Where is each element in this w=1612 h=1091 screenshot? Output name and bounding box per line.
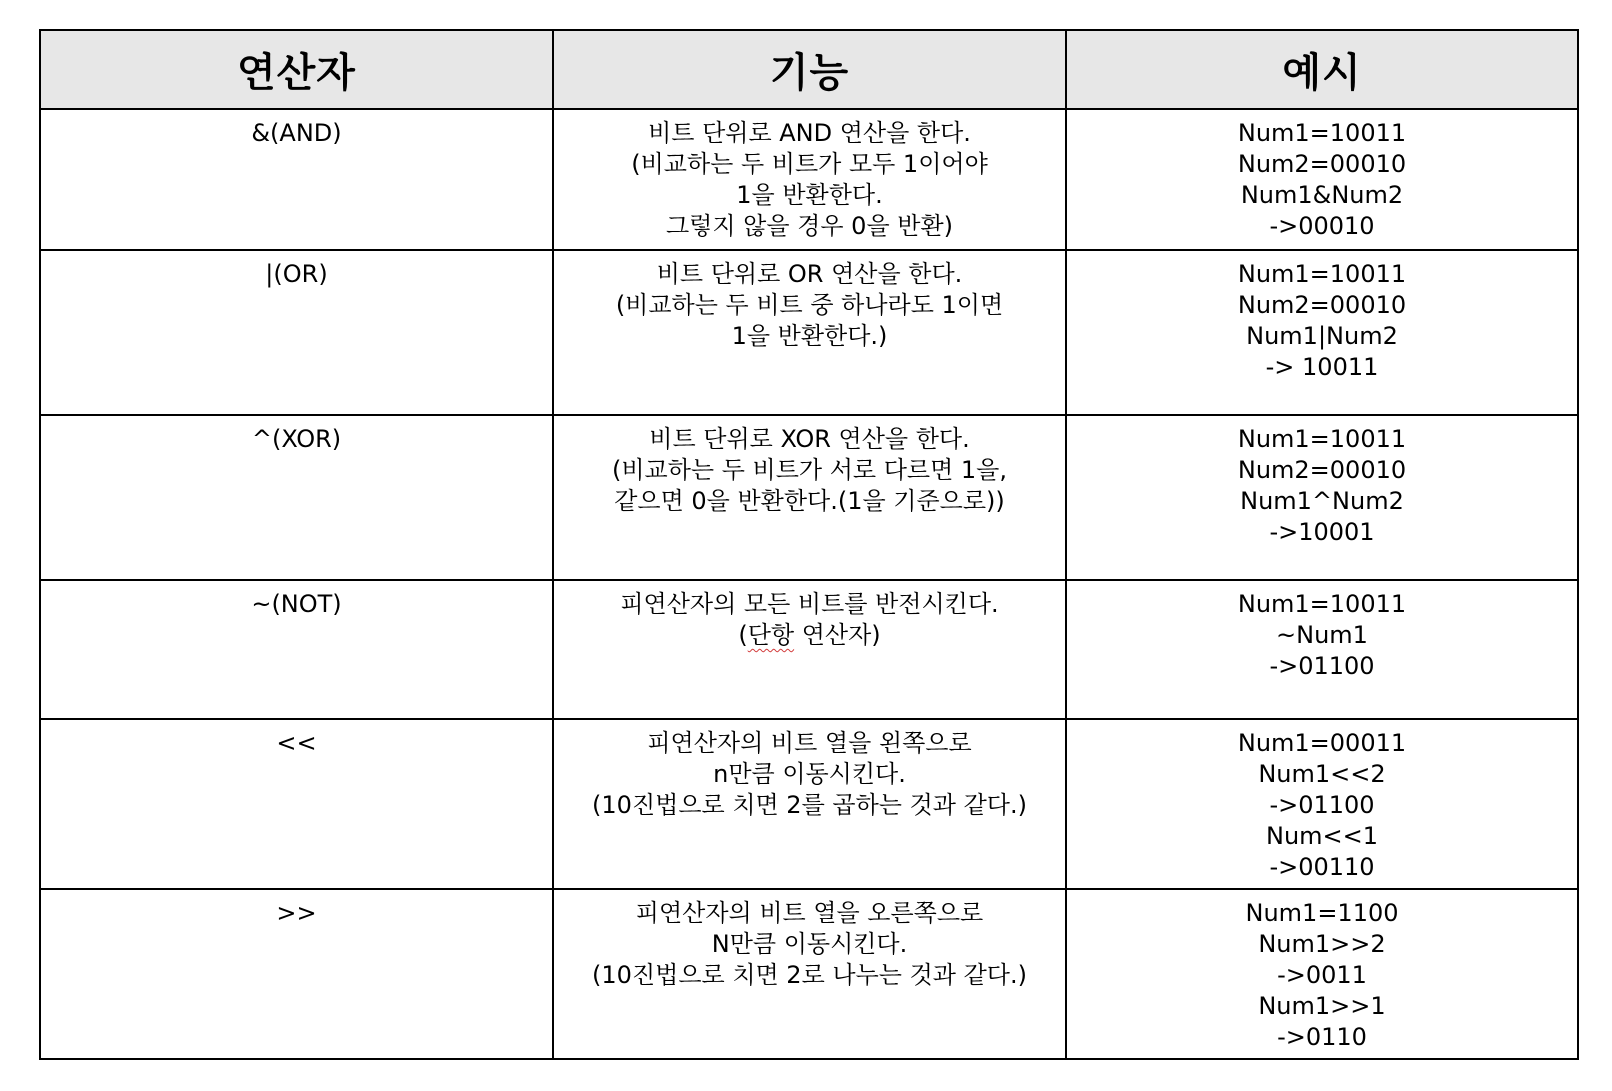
table-row-and [40,109,1578,250]
example-text: Num1=10011 ~Num1 ->01100 [1237,590,1407,680]
example-text: Num1=1100 Num1>>2 ->0011 Num1>>1 ->0110 [1245,899,1399,1051]
function-cell [553,719,1066,889]
example-cell [1066,889,1578,1059]
table-row-right-shift [40,889,1578,1059]
function-cell [553,415,1066,580]
example-cell [1066,250,1578,415]
table-row-or [40,250,1578,415]
table-row-left-shift [40,719,1578,889]
function-text: 비트 단위로 XOR 연산을 한다. (비교하는 두 비트가 서로 다르면 1을, 같으면 0을 반환한다.(1을 기준으로)) [612,425,1007,515]
header-row [40,30,1578,109]
operator-cell [40,889,553,1059]
operator-cell [40,580,553,719]
example-cell [1066,719,1578,889]
table-header [40,30,1578,109]
operator-text: |(OR) [265,260,328,288]
example-cell [1066,109,1578,250]
header-function: 기능 [553,30,1066,109]
operator-cell [40,250,553,415]
example-cell [1066,580,1578,719]
function-text: 비트 단위로 AND 연산을 한다. (비교하는 두 비트가 모두 1이어야 1을 반환한다. 그렇지 않을 경우 0을 반환) [631,119,988,240]
table-row-not [40,580,1578,719]
example-text: Num1=10011 Num2=00010 Num1^Num2 ->10001 [1237,425,1407,546]
operator-text: ~(NOT) [251,590,342,618]
function-text: 피연산자의 비트 열을 왼쪽으로 n만큼 이동시킨다. (10진법으로 치면 2를 곱하는 것과 같다.) [592,729,1027,819]
operator-text: &(AND) [251,119,342,147]
table-row-xor [40,415,1578,580]
operator-cell [40,415,553,580]
function-cell [553,580,1066,719]
function-cell [553,889,1066,1059]
example-text: Num1=10011 Num2=00010 Num1|Num2 -> 10011 [1237,260,1407,381]
operator-text: << [276,729,317,757]
bitwise-operators-table [39,29,1579,1060]
function-text: 피연산자의 모든 비트를 반전시킨다. [620,590,999,618]
function-text: 피연산자의 비트 열을 오른쪽으로 N만큼 이동시킨다. (10진법으로 치면 2로 나누는 것과 같다.) [592,899,1027,989]
spellcheck-marked-word: 단항 [747,621,795,649]
function-text-post: 연산자) [794,621,881,649]
table-body [40,109,1578,1059]
operator-cell [40,719,553,889]
function-text-line2 [554,620,1065,651]
operator-text: >> [276,899,317,927]
function-text: 비트 단위로 OR 연산을 한다. (비교하는 두 비트 중 하나라도 1이면 1을 반환한다.) [615,260,1004,350]
function-text-pre: ( [738,621,748,649]
operator-text: ^(XOR) [251,425,342,453]
header-example: 예시 [1066,30,1578,109]
header-operator: 연산자 [40,30,553,109]
example-cell [1066,415,1578,580]
example-text: Num1=00011 Num1<<2 ->01100 Num<<1 ->00110 [1237,729,1407,881]
operator-cell [40,109,553,250]
function-cell [553,250,1066,415]
function-cell [553,109,1066,250]
example-text: Num1=10011 Num2=00010 Num1&Num2 ->00010 [1237,119,1407,240]
